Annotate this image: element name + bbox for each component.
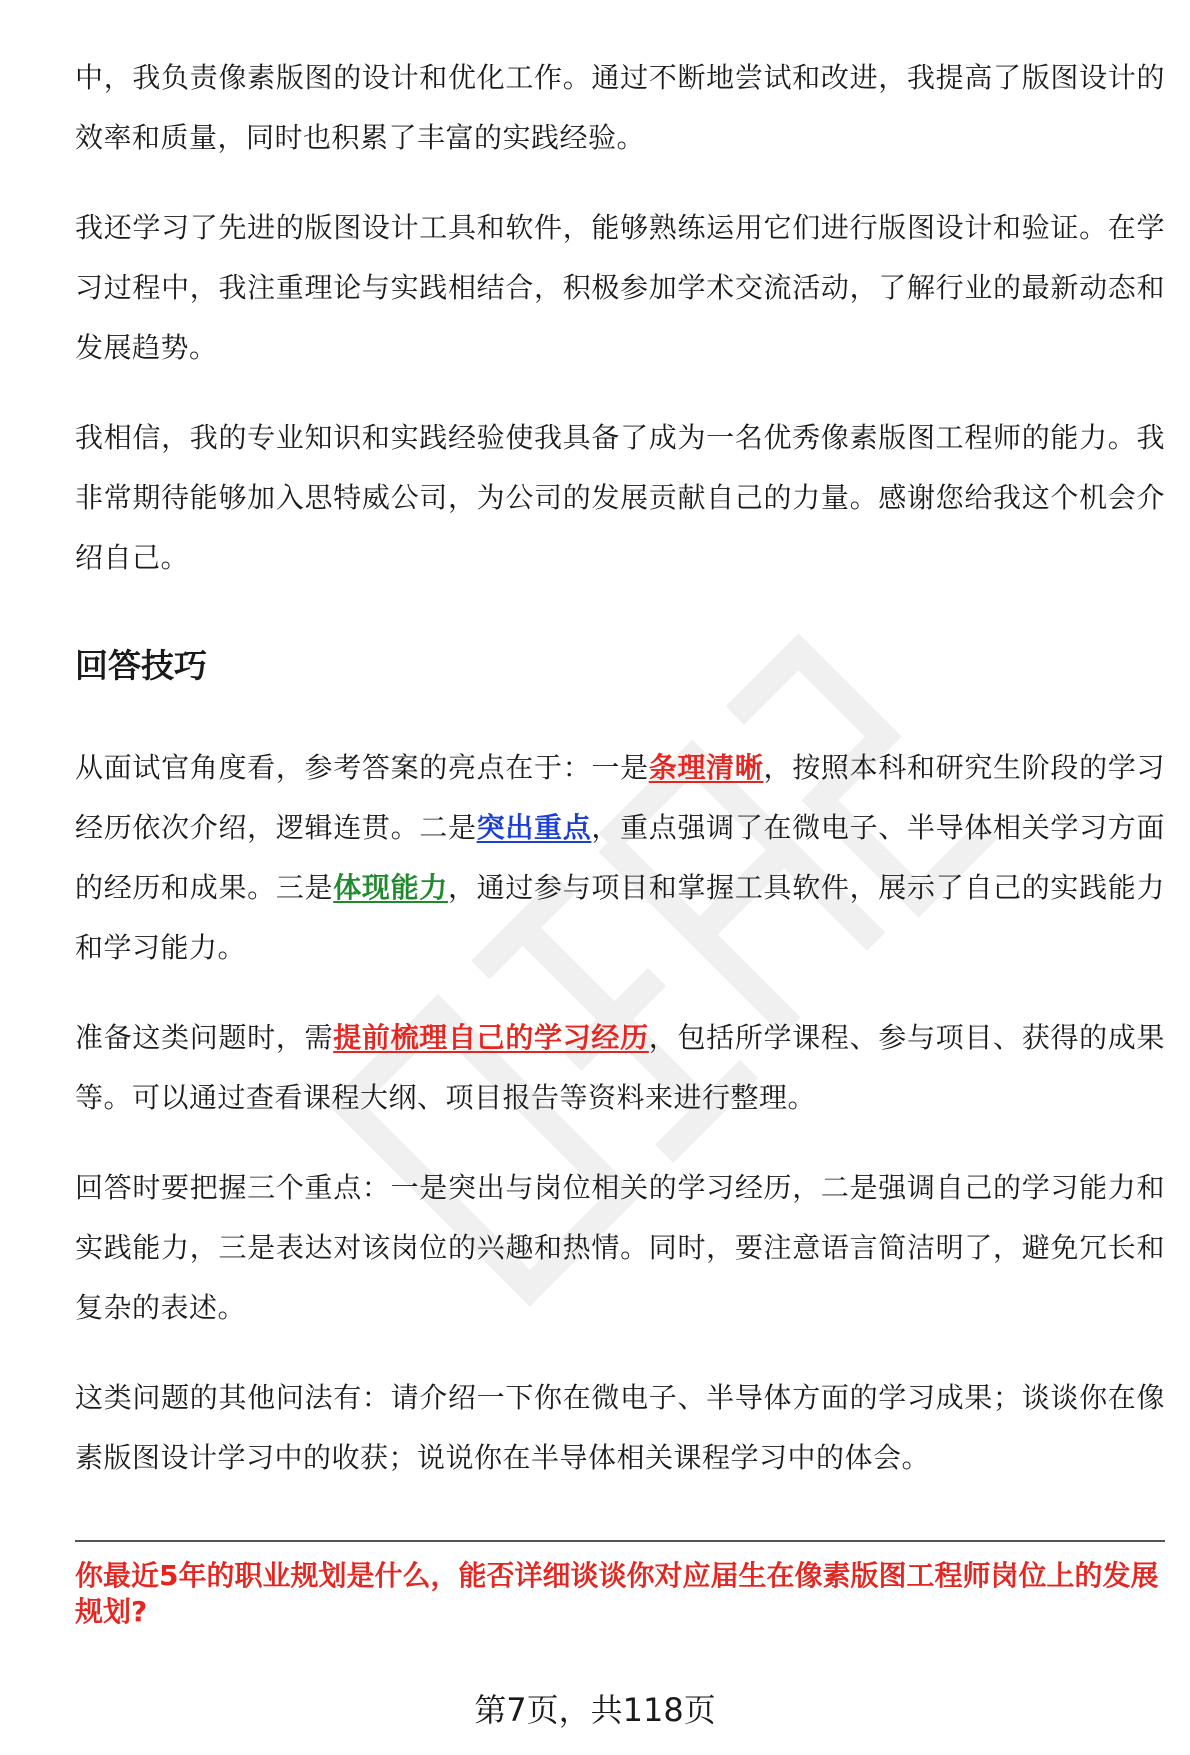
tips-text: ，按照本科和研究生阶段的学习经历依次介绍，逻辑连贯。二是 (75, 751, 1165, 844)
section-title: 回答技巧 (75, 646, 207, 685)
answer-paragraph-2: 我还学习了先进的版图设计工具和软件，能够熟练运用它们进行版图设计和验证。在学习过程中，我注重理论与实践相结合，积极参加学术交流活动，了解行业的最新动态和发展趋势。 (75, 211, 1165, 364)
tips-text: ，包括所学课程、参与项目、获得的成果等。可以通过查看课程大纲、项目报告等资料来进行整理。 (75, 1021, 1165, 1114)
highlight-clear-structure: 条理清晰 (648, 751, 764, 784)
answer-paragraph-3: 我相信，我的专业知识和实践经验使我具备了成为一名优秀像素版图工程师的能力。我非常期待能够加入思特威公司，为公司的发展贡献自己的力量。感谢您给我这个机会介绍自己。 (75, 421, 1165, 574)
tips-text: ，重点强调了在微电子、半导体相关学习方面的经历和成果。三是 (75, 811, 1165, 904)
next-question-heading: 你最近5年的职业规划是什么，能否详细谈谈你对应届生在像素版图工程师岗位上的发展规划? (75, 1559, 1159, 1628)
tips-text: 从面试官角度看，参考答案的亮点在于：一是 (75, 751, 649, 784)
highlight-key-points: 突出重点 (476, 811, 592, 844)
tips-paragraph-3: 回答时要把握三个重点：一是突出与岗位相关的学习经历，二是强调自己的学习能力和实践能力，三是表达对该岗位的兴趣和热情。同时，要注意语言简洁明了，避免冗长和复杂的表述。 (75, 1171, 1165, 1324)
highlight-organize-experience: 提前梳理自己的学习经历 (333, 1021, 649, 1054)
page-footer: 第7页，共118页 (474, 1691, 716, 1729)
tips-paragraph-4: 这类问题的其他问法有：请介绍一下你在微电子、半导体方面的学习成果；谈谈你在像素版图设计学习中的收获；说说你在半导体相关课程学习中的体会。 (75, 1381, 1165, 1474)
highlight-show-ability: 体现能力 (333, 871, 448, 904)
tips-text: 准备这类问题时，需 (75, 1021, 334, 1054)
tips-paragraph-1 (75, 738, 1165, 978)
answer-paragraph-1: 中，我负责像素版图的设计和优化工作。通过不断地尝试和改进，我提高了版图设计的效率和质量，同时也积累了丰富的实践经验。 (75, 61, 1165, 154)
section-divider (75, 1540, 1165, 1542)
tips-paragraph-2 (75, 1008, 1165, 1128)
page-body (75, 48, 1165, 1518)
tips-text: ，通过参与项目和掌握工具软件，展示了自己的实践能力和学习能力。 (75, 871, 1165, 964)
